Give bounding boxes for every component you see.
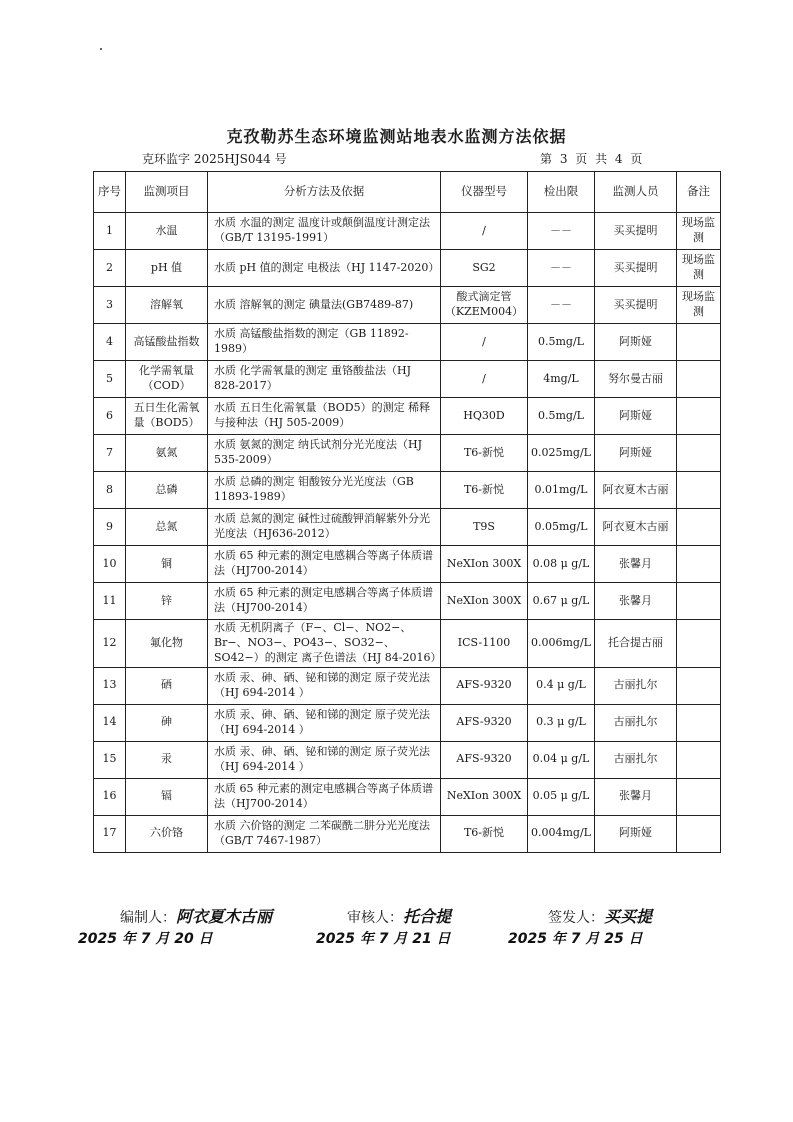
- cell-method: 水质 65 种元素的测定电感耦合等离子体质谱法（HJ700-2014）: [208, 778, 441, 815]
- cell-item: 水温: [126, 213, 208, 250]
- cell-item: 溶解氧: [126, 287, 208, 324]
- cell-method: 水质 汞、砷、硒、铋和锑的测定 原子荧光法（HJ 694-2014 ）: [208, 667, 441, 704]
- cell-no: 16: [94, 778, 126, 815]
- cell-no: 6: [94, 398, 126, 435]
- cell-instrument: T6-新悦: [441, 472, 528, 509]
- cell-no: 1: [94, 213, 126, 250]
- table-row: [94, 815, 721, 852]
- cell-limit: 0.5mg/L: [528, 398, 595, 435]
- cell-limit: －－: [528, 213, 595, 250]
- table-row: [94, 704, 721, 741]
- cell-instrument: T6-新悦: [441, 435, 528, 472]
- cell-staff: 买买提明: [595, 287, 677, 324]
- cell-item: 镉: [126, 778, 208, 815]
- table-row: [94, 324, 721, 361]
- cell-no: 4: [94, 324, 126, 361]
- column-header-limit: 检出限: [528, 172, 595, 213]
- cell-limit: 0.4 μ g/L: [528, 667, 595, 704]
- cell-no: 17: [94, 815, 126, 852]
- cell-instrument: AFS-9320: [441, 667, 528, 704]
- cell-note: [677, 435, 721, 472]
- issuer-date: 2025 年 7 月 25 日: [508, 931, 643, 947]
- cell-method: 水质 pH 值的测定 电极法（HJ 1147-2020）: [208, 250, 441, 287]
- column-header-no: 序号: [94, 172, 126, 213]
- cell-staff: 努尔曼古丽: [595, 361, 677, 398]
- cell-no: 12: [94, 620, 126, 668]
- cell-staff: 买买提明: [595, 250, 677, 287]
- cell-instrument: AFS-9320: [441, 704, 528, 741]
- cell-limit: 0.01mg/L: [528, 472, 595, 509]
- cell-staff: 张馨月: [595, 583, 677, 620]
- table-row: [94, 213, 721, 250]
- cell-instrument: /: [441, 361, 528, 398]
- compiler-signature: [120, 904, 272, 927]
- cell-method: 水质 总磷的测定 钼酸铵分光光度法（GB 11893-1989）: [208, 472, 441, 509]
- cell-item: 六价铬: [126, 815, 208, 852]
- table-row: [94, 361, 721, 398]
- cell-note: [677, 472, 721, 509]
- reviewer-label: 审核人：: [347, 910, 403, 926]
- cell-no: 13: [94, 667, 126, 704]
- cell-note: [677, 509, 721, 546]
- cell-item: 砷: [126, 704, 208, 741]
- table-header-row: [94, 172, 721, 213]
- cell-item: 高锰酸盐指数: [126, 324, 208, 361]
- cell-note: [677, 815, 721, 852]
- cell-limit: －－: [528, 250, 595, 287]
- cell-staff: 阿斯娅: [595, 815, 677, 852]
- cell-staff: 阿斯娅: [595, 435, 677, 472]
- cell-limit: 0.08 μ g/L: [528, 546, 595, 583]
- cell-no: 11: [94, 583, 126, 620]
- cell-note: 现场监测: [677, 287, 721, 324]
- column-header-note: 备注: [677, 172, 721, 213]
- cell-method: 水质 化学需氧量的测定 重铬酸盐法（HJ 828-2017）: [208, 361, 441, 398]
- cell-limit: 0.5mg/L: [528, 324, 595, 361]
- cell-method: 水质 汞、砷、硒、铋和锑的测定 原子荧光法（HJ 694-2014 ）: [208, 704, 441, 741]
- cell-note: 现场监测: [677, 250, 721, 287]
- table-row: [94, 778, 721, 815]
- table-row: [94, 435, 721, 472]
- cell-staff: 张馨月: [595, 546, 677, 583]
- cell-no: 7: [94, 435, 126, 472]
- cell-note: [677, 704, 721, 741]
- issuer-handwriting: 买买提: [604, 907, 653, 926]
- cell-instrument: HQ30D: [441, 398, 528, 435]
- cell-method: 水质 溶解氧的测定 碘量法(GB7489-87): [208, 287, 441, 324]
- cell-instrument: /: [441, 213, 528, 250]
- cell-no: 8: [94, 472, 126, 509]
- cell-instrument: T6-新悦: [441, 815, 528, 852]
- cell-method: 水质 六价铬的测定 二苯碳酰二肼分光光度法（GB/T 7467-1987）: [208, 815, 441, 852]
- cell-staff: 古丽扎尔: [595, 704, 677, 741]
- cell-limit: 0.025mg/L: [528, 435, 595, 472]
- cell-item: 总氮: [126, 509, 208, 546]
- cell-limit: 0.004mg/L: [528, 815, 595, 852]
- table-row: [94, 546, 721, 583]
- cell-instrument: AFS-9320: [441, 741, 528, 778]
- cell-note: [677, 583, 721, 620]
- cell-item: 硒: [126, 667, 208, 704]
- cell-item: 氟化物: [126, 620, 208, 668]
- cell-note: [677, 778, 721, 815]
- column-header-instrument: 仪器型号: [441, 172, 528, 213]
- cell-staff: 阿衣夏木古丽: [595, 472, 677, 509]
- cell-item: pH 值: [126, 250, 208, 287]
- cell-limit: 0.04 μ g/L: [528, 741, 595, 778]
- cell-no: 9: [94, 509, 126, 546]
- cell-method: 水质 65 种元素的测定电感耦合等离子体质谱法（HJ700-2014）: [208, 546, 441, 583]
- cell-method: 水质 总氮的测定 碱性过硫酸钾消解紫外分光光度法（HJ636-2012）: [208, 509, 441, 546]
- column-header-item: 监测项目: [126, 172, 208, 213]
- page-title: 克孜勒苏生态环境监测站地表水监测方法依据: [226, 127, 567, 146]
- cell-staff: 阿衣夏木古丽: [595, 509, 677, 546]
- cell-item: 铜: [126, 546, 208, 583]
- compiler-handwriting: 阿衣夏木古丽: [176, 907, 273, 926]
- table-row: [94, 287, 721, 324]
- cell-instrument: ICS-1100: [441, 620, 528, 668]
- cell-note: [677, 324, 721, 361]
- cell-limit: 0.05 μ g/L: [528, 778, 595, 815]
- reviewer-signature: [347, 904, 451, 927]
- column-header-method: 分析方法及依据: [208, 172, 441, 213]
- cell-no: 14: [94, 704, 126, 741]
- cell-limit: －－: [528, 287, 595, 324]
- table-row: [94, 250, 721, 287]
- cell-staff: 托合提古丽: [595, 620, 677, 668]
- cell-note: [677, 398, 721, 435]
- cell-method: 水质 水温的测定 温度计或颠倒温度计测定法（GB/T 13195-1991）: [208, 213, 441, 250]
- monitoring-methods-table: [93, 171, 721, 853]
- cell-note: 现场监测: [677, 213, 721, 250]
- compiler-label: 编制人：: [120, 910, 176, 926]
- table-row: [94, 741, 721, 778]
- table-row: [94, 509, 721, 546]
- table-row: [94, 583, 721, 620]
- issuer-signature: [548, 904, 652, 927]
- cell-staff: 古丽扎尔: [595, 667, 677, 704]
- table-row: [94, 620, 721, 668]
- cell-no: 5: [94, 361, 126, 398]
- cell-item: 汞: [126, 741, 208, 778]
- reviewer-date: 2025 年 7 月 21 日: [316, 931, 451, 947]
- page-indicator: 第 3 页 共 4 页: [540, 152, 643, 166]
- cell-instrument: NeXIon 300X: [441, 583, 528, 620]
- cell-method: 水质 汞、砷、硒、铋和锑的测定 原子荧光法（HJ 694-2014 ）: [208, 741, 441, 778]
- cell-instrument: 酸式滴定管（KZEM004）: [441, 287, 528, 324]
- cell-no: 3: [94, 287, 126, 324]
- cell-method: 水质 五日生化需氧量（BOD5）的测定 稀释与接种法（HJ 505-2009）: [208, 398, 441, 435]
- cell-note: [677, 667, 721, 704]
- cell-method: 水质 65 种元素的测定电感耦合等离子体质谱法（HJ700-2014）: [208, 583, 441, 620]
- cell-limit: 0.006mg/L: [528, 620, 595, 668]
- cell-item: 锌: [126, 583, 208, 620]
- cell-staff: 张馨月: [595, 778, 677, 815]
- cell-limit: 0.05mg/L: [528, 509, 595, 546]
- cell-instrument: /: [441, 324, 528, 361]
- cell-no: 15: [94, 741, 126, 778]
- cell-method: 水质 高锰酸盐指数的测定（GB 11892-1989）: [208, 324, 441, 361]
- cell-item: 五日生化需氧量（BOD5）: [126, 398, 208, 435]
- cell-instrument: SG2: [441, 250, 528, 287]
- scan-speck: [100, 48, 102, 50]
- document-number: 克环监字 2025HJS044 号: [142, 152, 287, 166]
- cell-item: 总磷: [126, 472, 208, 509]
- cell-limit: 4mg/L: [528, 361, 595, 398]
- cell-note: [677, 620, 721, 668]
- compiler-date: 2025 年 7 月 20 日: [78, 931, 213, 947]
- cell-limit: 0.3 μ g/L: [528, 704, 595, 741]
- cell-staff: 阿斯娅: [595, 324, 677, 361]
- table-row: [94, 398, 721, 435]
- cell-no: 10: [94, 546, 126, 583]
- reviewer-handwriting: 托合提: [403, 907, 452, 926]
- cell-method: 水质 无机阴离子（F−、Cl−、NO2−、Br−、NO3−、PO43−、SO32−、SO42−）的测定 离子色谱法（HJ 84-2016）: [208, 620, 441, 668]
- cell-staff: 古丽扎尔: [595, 741, 677, 778]
- cell-note: [677, 546, 721, 583]
- cell-staff: 阿斯娅: [595, 398, 677, 435]
- cell-method: 水质 氨氮的测定 纳氏试剂分光光度法（HJ 535-2009）: [208, 435, 441, 472]
- cell-item: 氨氮: [126, 435, 208, 472]
- column-header-staff: 监测人员: [595, 172, 677, 213]
- cell-limit: 0.67 μ g/L: [528, 583, 595, 620]
- cell-note: [677, 361, 721, 398]
- cell-note: [677, 741, 721, 778]
- cell-instrument: NeXIon 300X: [441, 778, 528, 815]
- cell-instrument: NeXIon 300X: [441, 546, 528, 583]
- table-row: [94, 472, 721, 509]
- cell-instrument: T9S: [441, 509, 528, 546]
- cell-no: 2: [94, 250, 126, 287]
- cell-item: 化学需氧量（COD）: [126, 361, 208, 398]
- issuer-label: 签发人：: [548, 910, 604, 926]
- table-row: [94, 667, 721, 704]
- cell-staff: 买买提明: [595, 213, 677, 250]
